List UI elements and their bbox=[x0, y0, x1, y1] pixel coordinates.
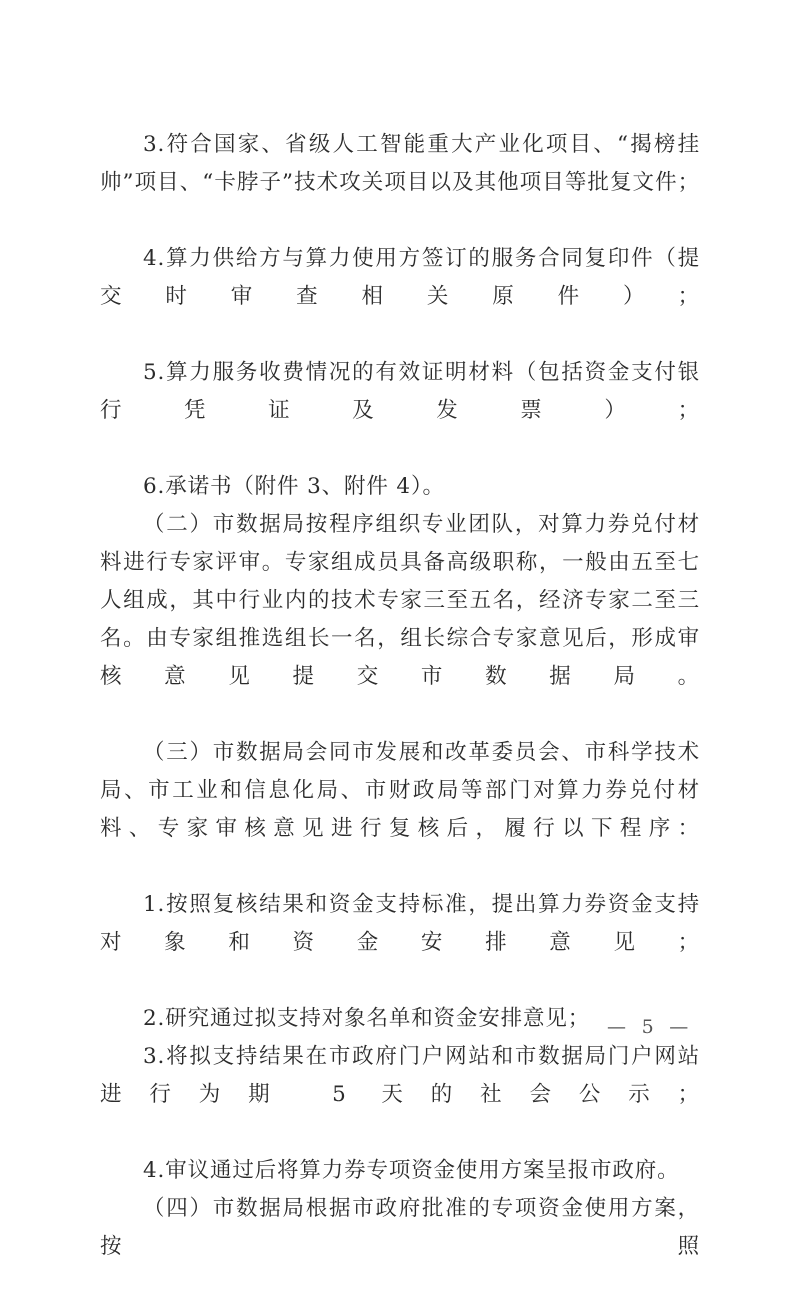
paragraph-item-5: 5.算力服务收费情况的有效证明材料（包括资金支付银行凭证及发票）； bbox=[100, 360, 700, 423]
document-body bbox=[100, 126, 700, 1304]
paragraph-section-3-item-1: 1.按照复核结果和资金支持标准，提出算力券资金支持对象和资金安排意见； bbox=[100, 892, 700, 955]
paragraph-item-6: 6.承诺书（附件 3、附件 4）。 bbox=[143, 474, 445, 499]
page-number-label: — 5 — bbox=[607, 1016, 693, 1038]
paragraph-section-3-item-2: 2.研究通过拟支持对象名单和资金安排意见； bbox=[143, 1006, 591, 1031]
paragraph-section-3-item-4: 4.审议通过后将算力券专项资金使用方案呈报市政府。 bbox=[143, 1158, 680, 1183]
page-footer bbox=[0, 1016, 800, 1038]
paragraph-section-2: （二）市数据局按程序组织专业团队，对算力券兑付材料进行专家评审。专家组成员具备高级职称，一般由五至七人组成，其中行业内的技术专家三至五名，经济专家二至三名。由专家组推选组长一名，组长综合专家意见后，形成审核意见提交市数据局。 bbox=[100, 512, 700, 689]
paragraph-item-3: 3.符合国家、省级人工智能重大产业化项目、“揭榜挂帅”项目、“卡脖子”技术攻关项目以及其他项目等批复文件； bbox=[100, 132, 700, 195]
paragraph-item-4: 4.算力供给方与算力使用方签订的服务合同复印件（提交时审查相关原件）； bbox=[100, 246, 700, 309]
paragraph-section-3: （三）市数据局会同市发展和改革委员会、市科学技术局、市工业和信息化局、市财政局等部门对算力券兑付材料、专家审核意见进行复核后，履行以下程序： bbox=[100, 740, 700, 841]
paragraph-section-4: （四）市数据局根据市政府批准的专项资金使用方案，按照 bbox=[100, 1196, 700, 1259]
paragraph-section-3-item-3: 3.将拟支持结果在市政府门户网站和市数据局门户网站进行为期 5 天的社会公示； bbox=[100, 1044, 700, 1107]
